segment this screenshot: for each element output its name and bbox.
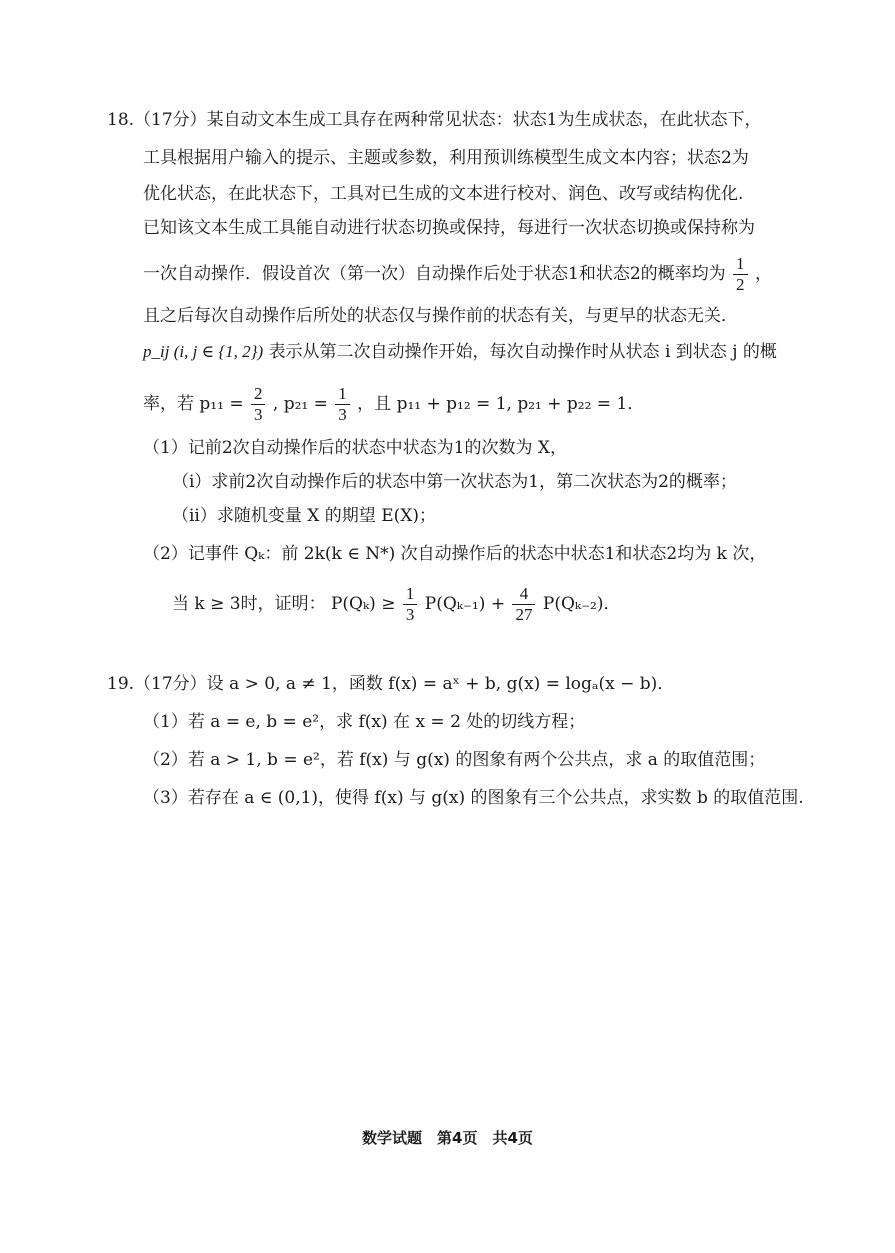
q18-part-2-post: P(Qₖ₋₂)．: [542, 594, 621, 614]
fraction-denominator: 3: [338, 405, 347, 424]
q18-line-7-text: 表示从第二次自动操作开始，每次自动操作时从状态 i 到状态 j 的概: [268, 342, 777, 362]
q18-line-5: [143, 250, 772, 298]
q18-part-2-proof: [172, 580, 621, 628]
q18-line-7: [143, 340, 777, 364]
fraction-four-twenty-sevenths: [512, 584, 535, 625]
q18-line-2: 工具根据用户输入的提示、主题或参数，利用预训练模型生成文本内容；状态2为: [143, 148, 749, 168]
q18-line-5-text: 一次自动操作．假设首次（第一次）自动操作后处于状态1和状态2的概率均为: [143, 264, 726, 284]
q18-line-8-mid: , p₂₁ =: [272, 394, 328, 414]
fraction-one-third: [403, 584, 418, 625]
q18-part-1-i: （i）求前2次自动操作后的状态中第一次状态为1，第二次状态为2的概率；: [172, 472, 737, 492]
q18-line-8-pre: 率，若 p₁₁ =: [143, 394, 244, 414]
fraction-denominator: 27: [515, 605, 533, 624]
q18-part-2-pre: 当 k ≥ 3时，证明： P(Qₖ) ≥: [172, 594, 396, 614]
q19-part-3: （3）若存在 a ∈ (0,1)，使得 f(x) 与 g(x) 的图象有三个公共点，求实数 b 的取值范围.: [143, 788, 804, 808]
fraction-denominator: 3: [253, 405, 263, 424]
q18-line-6: 且之后每次自动操作后所处的状态仅与操作前的状态有关，与更早的状态无关．: [143, 306, 738, 326]
q19-line-1: 19.（17分）设 a > 0, a ≠ 1，函数 f(x) = aˣ + b, g(x) = logₐ(x − b)．: [107, 674, 675, 694]
fraction-denominator: 2: [736, 275, 745, 294]
fraction-numerator: 4: [512, 584, 535, 605]
q18-line-1: 18.（17分）某自动文本生成工具存在两种常见状态：状态1为生成状态，在此状态下，: [107, 110, 762, 130]
fraction-numerator: 2: [251, 384, 266, 405]
fraction-numerator: 1: [335, 384, 350, 405]
q18-line-8: [143, 380, 644, 428]
q18-line-8-post: ，且 p₁₁ + p₁₂ = 1, p₂₁ + p₂₂ = 1．: [357, 394, 645, 414]
q18-line-3: 优化状态，在此状态下，工具对已生成的文本进行校对、润色、改写或结构优化.: [143, 184, 744, 204]
fraction-numerator: 1: [733, 254, 748, 275]
q18-part-2: （2）记事件 Qₖ：前 2k(k ∈ N*) 次自动操作后的状态中状态1和状态2均为 k 次，: [143, 544, 767, 564]
fraction-one-third: [335, 384, 350, 425]
page-footer: 数学试题 第4页 共4页: [362, 1129, 533, 1147]
q18-line-5-tail: ，: [754, 264, 772, 284]
q18-part-2-mid: P(Qₖ₋₁) +: [424, 594, 506, 614]
q18-line-4: 已知该文本生成工具能自动进行状态切换或保持，每进行一次状态切换或保持称为: [143, 218, 755, 238]
fraction-denominator: 3: [405, 605, 415, 624]
q19-part-2: （2）若 a > 1, b = e²，若 f(x) 与 g(x) 的图象有两个公共点，求 a 的取值范围；: [143, 750, 766, 770]
fraction-one-half: [733, 254, 748, 295]
pij-definition: p_ij (i, j ∈ {1, 2}): [143, 342, 264, 361]
fraction-two-thirds: [251, 384, 266, 425]
q19-part-1: （1）若 a = e, b = e²，求 f(x) 在 x = 2 处的切线方程；: [143, 712, 586, 732]
q18-part-1: （1）记前2次自动操作后的状态中状态为1的次数为 X，: [143, 438, 567, 458]
q18-part-1-ii: （ii）求随机变量 X 的期望 E(X)；: [172, 506, 436, 526]
fraction-numerator: 1: [403, 584, 418, 605]
